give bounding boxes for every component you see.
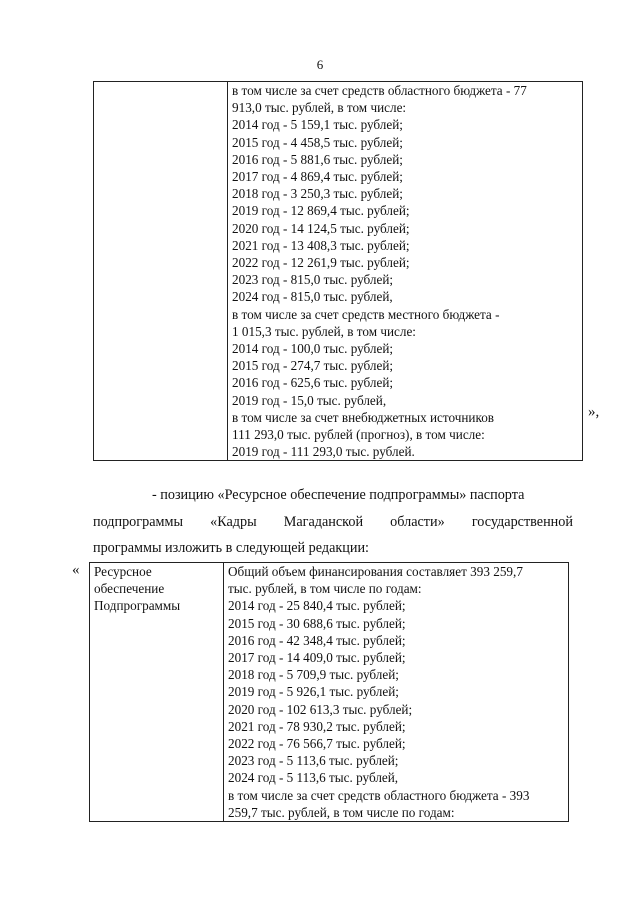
text-line: 2018 год - 3 250,3 тыс. рублей; [232, 186, 403, 202]
text-line: 2022 год - 76 566,7 тыс. рублей; [228, 736, 406, 752]
table1-lines [232, 82, 578, 460]
table2-lines [228, 563, 564, 821]
text-line: Общий объем финансирования составляет 393 259,7 [228, 564, 523, 579]
text-line: 2024 год - 5 113,6 тыс. рублей, [228, 770, 399, 786]
paragraph-word: «Кадры [210, 514, 257, 530]
paragraph-word: государственной [471, 514, 573, 530]
passport-table-continued [93, 81, 583, 461]
text-line: в том числе за счет средств местного бюджета - [232, 306, 500, 322]
table2-left-lines [94, 563, 219, 615]
text-line: в том числе за счет внебюджетных источников [232, 409, 495, 425]
table1-right-cell [228, 82, 583, 461]
passport-table-resources [89, 562, 569, 822]
paragraph-word: Магаданской [283, 514, 364, 530]
text-line: 2018 год - 5 709,9 тыс. рублей; [228, 667, 399, 683]
text-line: 2023 год - 815,0 тыс. рублей; [232, 272, 394, 288]
text-line: 2021 год - 13 408,3 тыс. рублей; [232, 237, 410, 253]
text-line: Подпрограммы [94, 598, 181, 614]
closing-quote: », [588, 404, 600, 420]
text-line: 111 293,0 тыс. рублей (прогноз), в том числе: [232, 427, 485, 443]
text-line: 2017 год - 4 869,4 тыс. рублей; [232, 169, 403, 185]
text-line: 2017 год - 14 409,0 тыс. рублей; [228, 650, 406, 666]
table1-left-cell [94, 82, 228, 461]
paragraph-word: области» [390, 514, 445, 530]
text-line: 2021 год - 78 930,2 тыс. рублей; [228, 718, 406, 734]
text-line: 2015 год - 4 458,5 тыс. рублей; [232, 134, 403, 150]
text-line: 2019 год - 5 926,1 тыс. рублей; [228, 684, 399, 700]
text-line: в том числе за счет средств областного бюджета - 77 [232, 83, 527, 98]
paragraph-line-2 [93, 514, 573, 531]
text-line: 2019 год - 12 869,4 тыс. рублей; [232, 203, 410, 219]
text-line: 2015 год - 274,7 тыс. рублей; [232, 358, 394, 374]
table2-left-cell [90, 563, 224, 822]
text-line: 2016 год - 625,6 тыс. рублей; [232, 375, 394, 391]
text-line: Ресурсное [94, 564, 152, 579]
text-line: 2019 год - 111 293,0 тыс. рублей. [232, 444, 415, 460]
text-line: 1 015,3 тыс. рублей, в том числе: [232, 323, 416, 339]
paragraph-line-3: программы изложить в следующей редакции: [93, 540, 369, 556]
text-line: тыс. рублей, в том числе по годам: [228, 581, 422, 597]
text-line: 2020 год - 14 124,5 тыс. рублей; [232, 220, 410, 236]
text-line: 913,0 тыс. рублей, в том числе: [232, 100, 407, 116]
text-line: 2016 год - 5 881,6 тыс. рублей; [232, 151, 403, 167]
paragraph-word: подпрограммы [93, 514, 183, 530]
text-line: 259,7 тыс. рублей, в том числе по годам: [228, 804, 455, 820]
text-line: обеспечение [94, 581, 165, 597]
text-line: в том числе за счет средств областного бюджета - 393 [228, 787, 530, 803]
paragraph-line-1: - позицию «Ресурсное обеспечение подпрограммы» паспорта [152, 487, 525, 503]
text-line: 2023 год - 5 113,6 тыс. рублей; [228, 753, 399, 769]
opening-quote: « [72, 562, 80, 578]
text-line: 2019 год - 15,0 тыс. рублей, [232, 392, 387, 408]
page-number: 6 [316, 57, 324, 72]
text-line: 2014 год - 25 840,4 тыс. рублей; [228, 598, 406, 614]
text-line: 2014 год - 100,0 тыс. рублей; [232, 341, 394, 357]
text-line: 2016 год - 42 348,4 тыс. рублей; [228, 632, 406, 648]
text-line: 2015 год - 30 688,6 тыс. рублей; [228, 615, 406, 631]
text-line: 2024 год - 815,0 тыс. рублей, [232, 289, 393, 305]
text-line: 2020 год - 102 613,3 тыс. рублей; [228, 701, 413, 717]
table2-right-cell [224, 563, 569, 822]
text-line: 2022 год - 12 261,9 тыс. рублей; [232, 255, 410, 271]
text-line: 2014 год - 5 159,1 тыс. рублей; [232, 117, 403, 133]
